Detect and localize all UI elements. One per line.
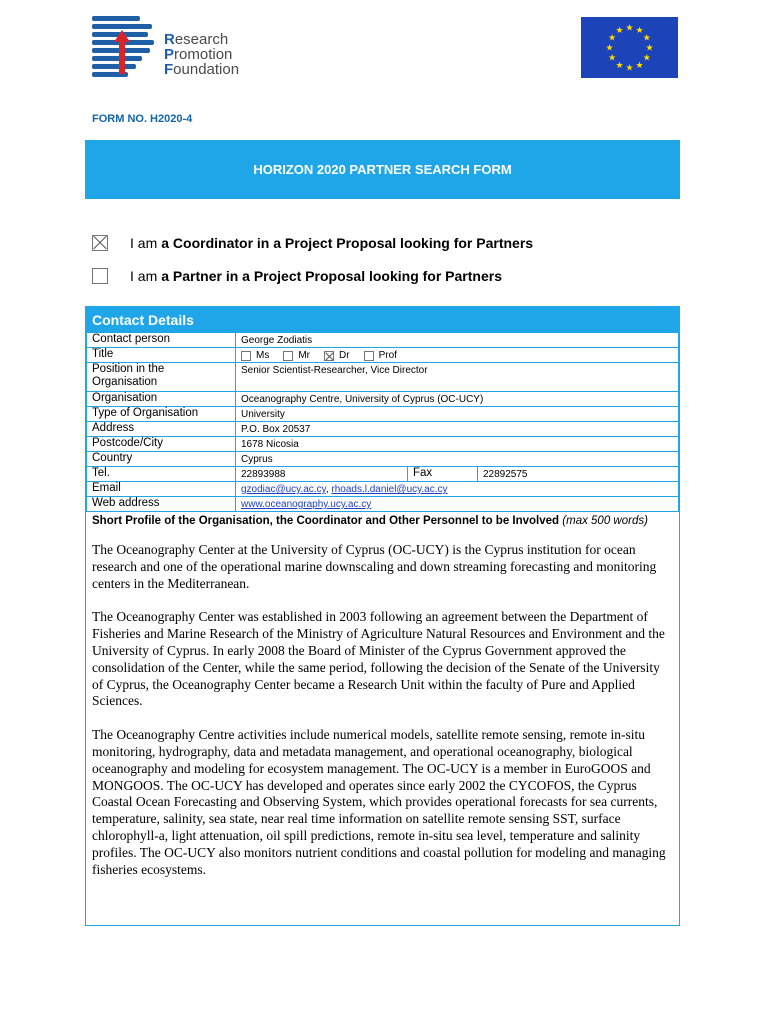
table-row: [87, 482, 679, 497]
form-title: HORIZON 2020 PARTNER SEARCH FORM: [253, 162, 512, 177]
table-row: [87, 467, 679, 482]
contact-details-heading: Contact Details: [86, 307, 679, 332]
table-row: [87, 452, 679, 467]
rpf-logo: [92, 16, 262, 82]
title-mr-checkbox[interactable]: [283, 351, 293, 361]
position-value[interactable]: Senior Scientist-Researcher, Vice Director: [236, 363, 679, 392]
org-type-value[interactable]: University: [236, 407, 679, 422]
table-row: [87, 333, 679, 348]
contact-person-label: Contact person: [87, 333, 236, 348]
eu-star-icon: ★: [615, 25, 624, 36]
table-row: [87, 407, 679, 422]
form-title-banner: [85, 140, 680, 199]
eu-star-icon: ★: [625, 62, 634, 73]
eu-flag-icon: [581, 17, 678, 78]
profile-paragraph: The Oceanography Centre activities include numerical models, satellite remote sensing, remote in-situ monitoring, hydrography, data and metadata management, and operational oceanography, biological oceanography and modeling for ecosystem management. The OC-UCY is a member in EuroGOOS and MONGOOS. The OC-UCY has developed and operates since early 2002 the CYCOFOS, the Cyprus Coastal Ocean Forecasting and Observing System, which provides operational forecasts for sea currents, temperature, salinity, sea state, near real time information on satellite remote sensing SST, surface chlorophyll-a, light attenuation, oil spill predictions, remote in-situ sea level, temperature and salinity profiles. The OC-UCY also monitors nutrient conditions and coastal pollution for modeling and managing fisheries ecosystems.: [92, 727, 666, 877]
title-prof-checkbox[interactable]: [364, 351, 374, 361]
eu-star-icon: ★: [605, 42, 614, 53]
profile-paragraph: The Oceanography Center was established in 2003 following an agreement between the Department of Fisheries and Marine Research of the Ministry of Agriculture Natural Resources and Environment and the University of Cyprus. In early 2008 the Board of Minister of the Cyprus Government approved the consolidation of the Center, while the same period, following the decision of the Senate of the University of Cyprus, the Oceanography Center became a Research Unit within the faculty of Pure and Applied Sciences.: [92, 609, 665, 709]
table-row: [87, 437, 679, 452]
table-row: [87, 497, 679, 512]
red-arrow-icon: [114, 30, 130, 74]
eu-star-icon: ★: [608, 32, 617, 43]
email-separator: ,: [325, 484, 332, 495]
email-link-1[interactable]: gzodiac@ucy.ac.cy: [241, 484, 326, 495]
tel-value[interactable]: 22893988: [236, 467, 408, 482]
address-value[interactable]: P.O. Box 20537: [236, 422, 679, 437]
contact-details-table: [86, 332, 679, 512]
fax-label: Fax: [408, 467, 478, 482]
title-prof-label: Prof: [378, 350, 397, 361]
eu-star-icon: ★: [635, 59, 644, 70]
profile-label: Short Profile of the Organisation, the Coordinator and Other Personnel to be Involved (max 500 words): [92, 515, 648, 527]
role-partner-label: a Partner in a Project Proposal looking for Partners: [161, 268, 502, 284]
role-partner-checkbox[interactable]: [92, 268, 108, 284]
country-value[interactable]: Cyprus: [236, 452, 679, 467]
title-options: [236, 348, 679, 363]
form-number: FORM NO. H2020-4: [92, 113, 193, 125]
eu-star-icon: ★: [615, 59, 624, 70]
profile-text[interactable]: [86, 528, 679, 878]
eu-star-icon: ★: [635, 25, 644, 36]
title-label: Title: [87, 348, 236, 363]
title-ms-checkbox[interactable]: [241, 351, 251, 361]
role-partner-row[interactable]: [92, 266, 502, 286]
contact-details-section: [85, 306, 680, 926]
fax-value[interactable]: 22892575: [478, 467, 679, 482]
tel-label: Tel.: [87, 467, 236, 482]
address-label: Address: [87, 422, 236, 437]
org-type-label: Type of Organisation: [87, 407, 236, 422]
title-dr-checkbox[interactable]: [324, 351, 334, 361]
organisation-label: Organisation: [87, 392, 236, 407]
organisation-value[interactable]: Oceanography Centre, University of Cyprus (OC-UCY): [236, 392, 679, 407]
web-link[interactable]: www.oceanography.ucy.ac.cy: [241, 499, 372, 510]
contact-person-value[interactable]: George Zodiatis: [236, 333, 679, 348]
role-coordinator-prefix: I am: [130, 235, 158, 251]
postcode-value[interactable]: 1678 Nicosia: [236, 437, 679, 452]
position-label: Position in the Organisation: [87, 363, 236, 392]
postcode-label: Postcode/City: [87, 437, 236, 452]
title-dr-label: Dr: [339, 350, 350, 361]
title-mr-label: Mr: [298, 350, 311, 361]
logo-stripes-icon: [92, 16, 158, 82]
table-row: [87, 392, 679, 407]
role-coordinator-row[interactable]: [92, 233, 533, 253]
table-row: [87, 422, 679, 437]
table-row: [87, 348, 679, 363]
table-row: [87, 363, 679, 392]
role-partner-prefix: I am: [130, 268, 158, 284]
web-value: [236, 497, 679, 512]
role-coordinator-label: a Coordinator in a Project Proposal looking for Partners: [161, 235, 534, 251]
eu-star-icon: ★: [642, 52, 651, 63]
eu-star-icon: ★: [625, 22, 634, 33]
profile-label-note: (max 500 words): [562, 515, 648, 527]
email-link-2[interactable]: rhoads.l.daniel@ucy.ac.cy: [331, 484, 448, 495]
logo-wordmark: Research Promotion Foundation: [164, 31, 240, 78]
web-label: Web address: [87, 497, 236, 512]
eu-star-icon: ★: [608, 52, 617, 63]
title-ms-label: Ms: [256, 350, 270, 361]
country-label: Country: [87, 452, 236, 467]
profile-paragraph: The Oceanography Center at the University of Cyprus (OC-UCY) is the Cyprus institution for ocean research and one of the operational marine downscaling and down streaming forecasting and monitoring centers in the Mediterranean.: [92, 542, 657, 591]
role-coordinator-checkbox[interactable]: [92, 235, 108, 251]
eu-star-icon: ★: [645, 42, 654, 53]
email-label: Email: [87, 482, 236, 497]
eu-star-icon: ★: [642, 32, 651, 43]
email-value: [236, 482, 679, 497]
